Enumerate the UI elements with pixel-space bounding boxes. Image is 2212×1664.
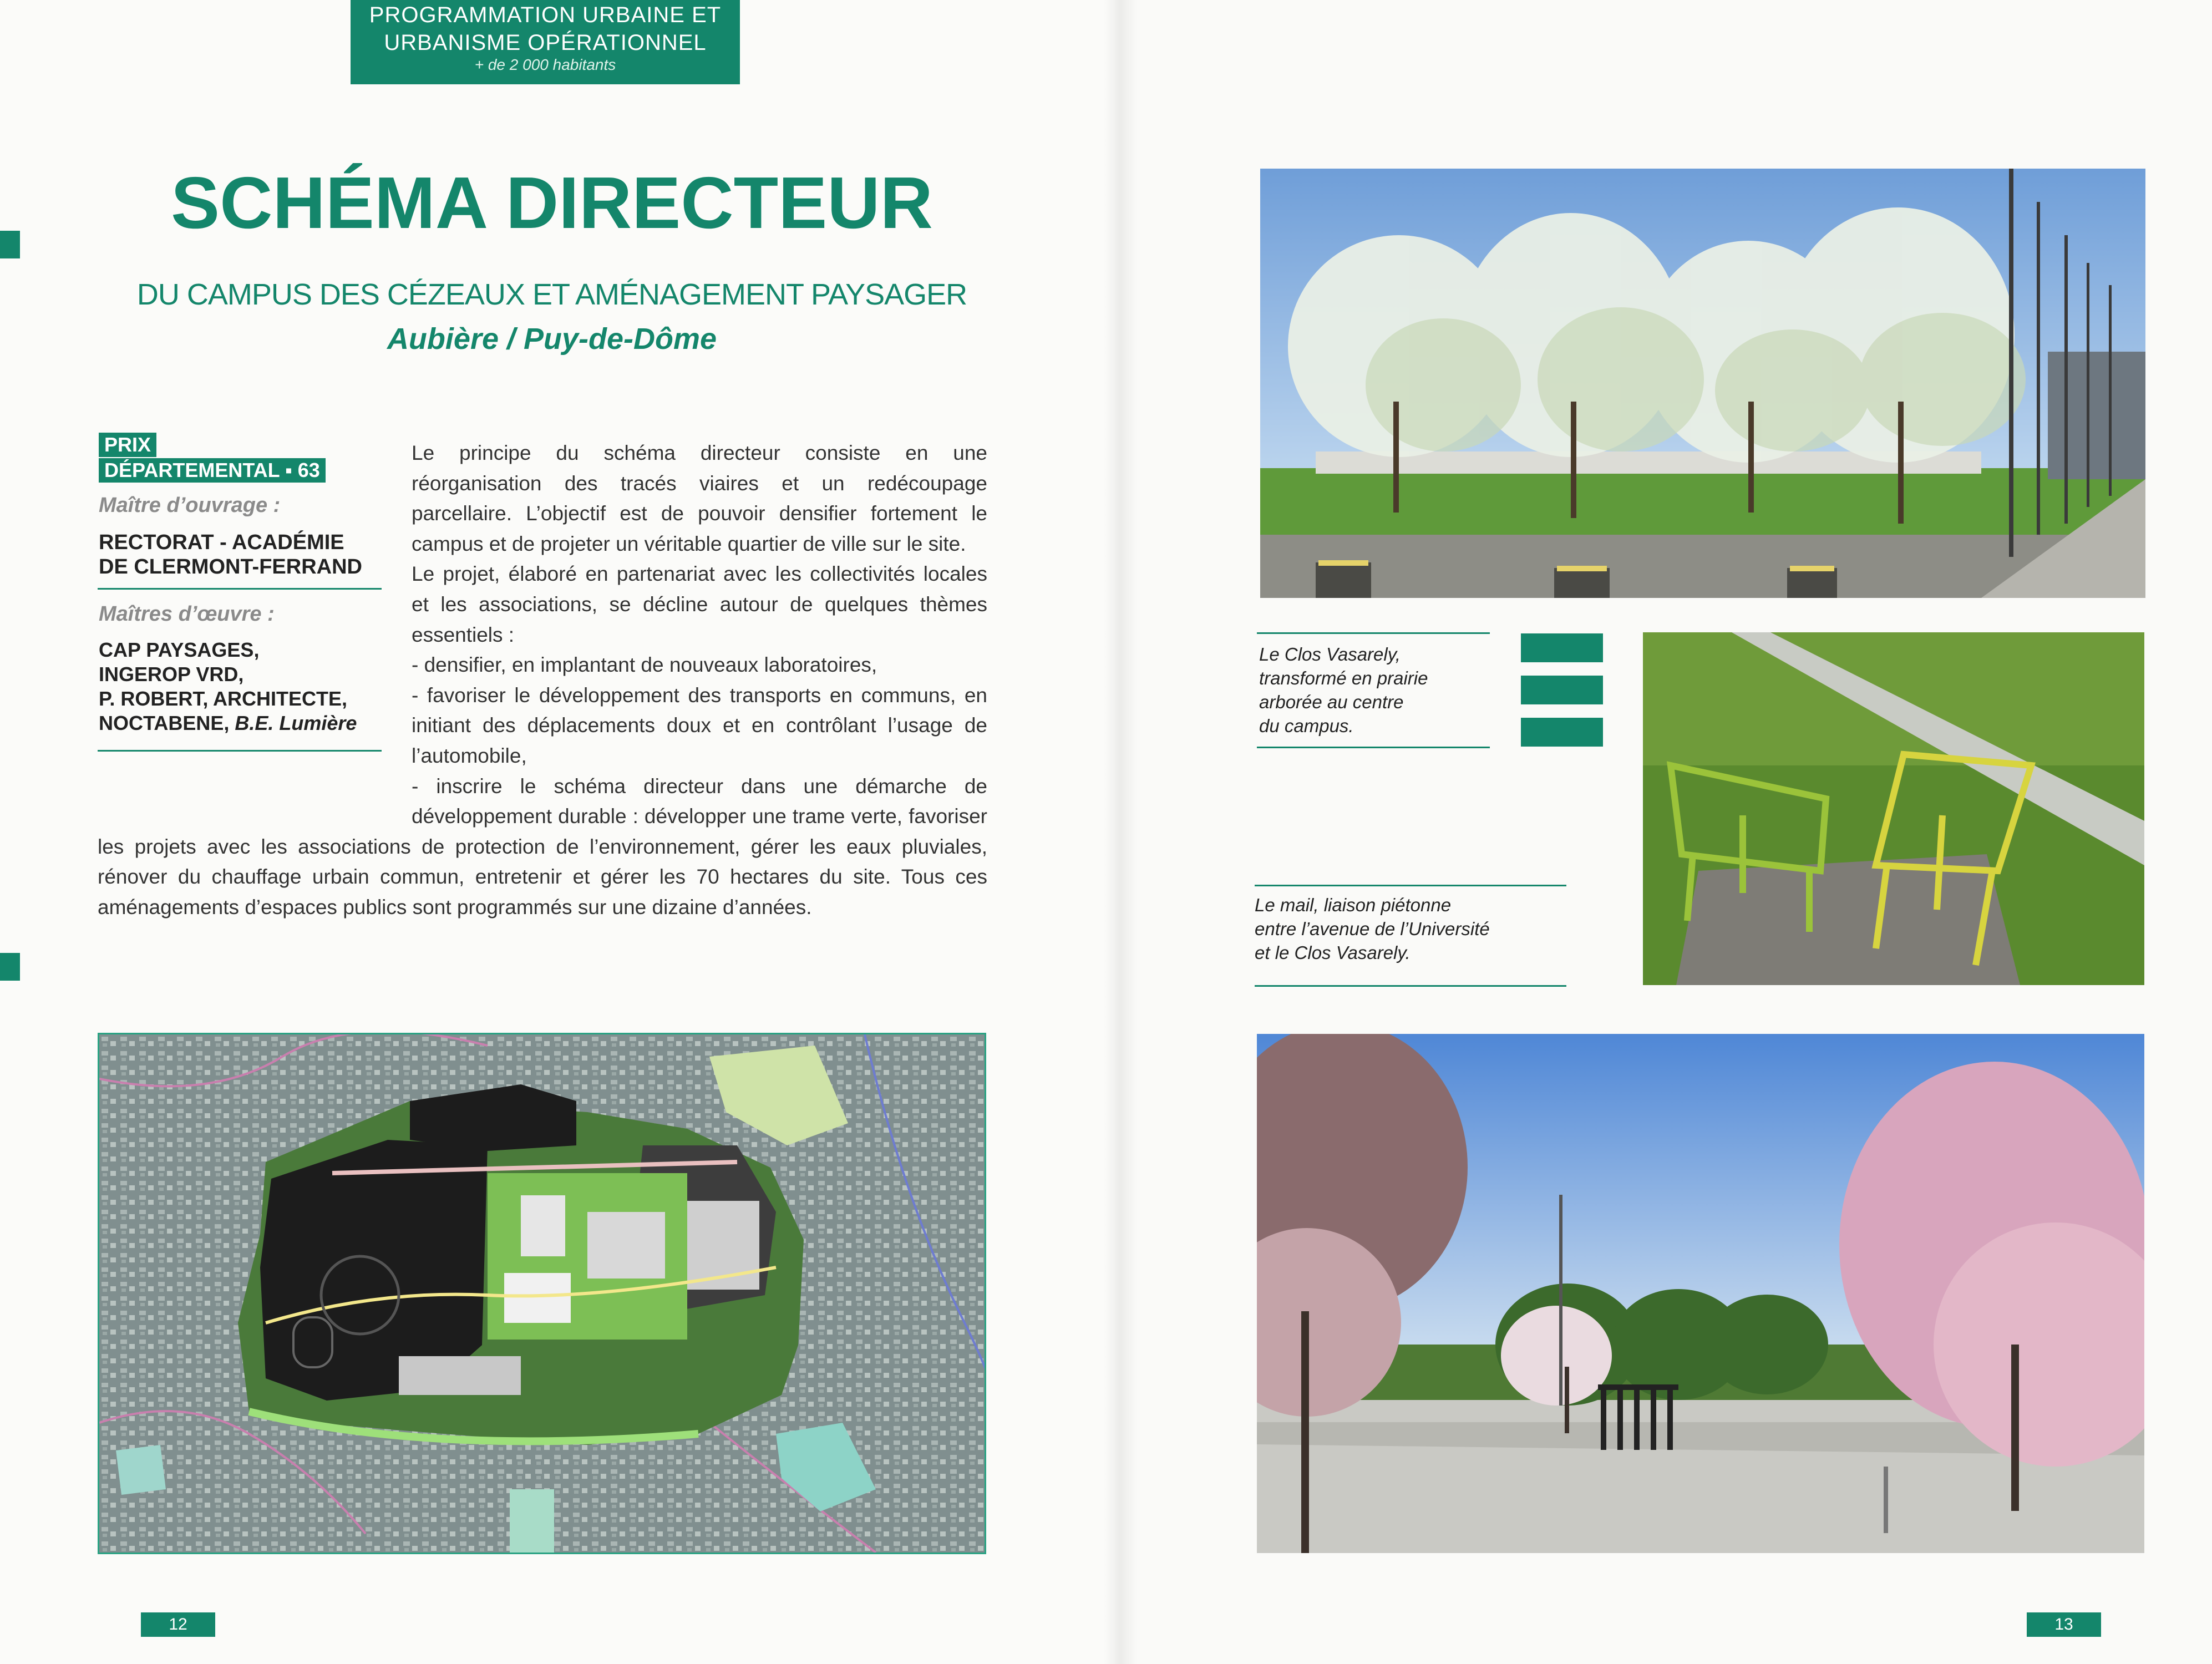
caption-line: Le mail, liaison piétonne: [1255, 895, 1452, 915]
page-gutter: [1104, 0, 1137, 1664]
photo-green-chairs: [1643, 632, 2144, 985]
decorative-bar: [1521, 718, 1603, 747]
designer-item: P. ROBERT, ARCHITECTE,: [99, 687, 348, 710]
campus-master-plan-image: [98, 1033, 986, 1554]
designers-label: Maîtres d’œuvre :: [99, 602, 275, 626]
section-header-line2: URBANISME OPÉRATIONNEL: [384, 31, 707, 55]
client-label: Maître d’ouvrage :: [99, 494, 281, 517]
body-text: [98, 438, 987, 923]
body-paragraph: - inscrire le schéma directeur dans une démarche de développement durable : développer une trame verte, favoriser les projets avec les associations de protection de l’environnement, gérer les eaux pluviales, rénover du chauffage urbain commun, entretenir et gérer les 70 hectares du site. Tous ces aménagements d’espaces publics sont programmés sur une dizaine d’années.: [98, 774, 987, 919]
page-number-right: 13: [2027, 1612, 2101, 1637]
decorative-bar: [1521, 676, 1603, 704]
client-name-line2: DE CLERMONT-FERRAND: [99, 555, 362, 579]
body-paragraph: Le principe du schéma directeur consiste en une réorganisation des tracés viaires et un redécoupage parcellaire. L’objectif est de pouvoir densifier fortement le campus et de projeter un véritable quartier de ville sur le site.: [412, 442, 987, 555]
designer-name: NOCTABENE,: [99, 712, 235, 734]
photo-caption-clos-vasarely: [1259, 642, 1492, 738]
section-header-line1: PROGRAMMATION URBAINE ET: [369, 3, 722, 27]
photo-graphic: [1643, 632, 2144, 985]
caption-line: entre l’avenue de l’Université: [1255, 919, 1490, 939]
photo-flowering-trees-lawn: [1260, 169, 2145, 598]
photo-pedestrian-mall: [1257, 1034, 2144, 1553]
caption-rule: [1257, 747, 1490, 748]
caption-line: et le Clos Vasarely.: [1255, 942, 1411, 963]
body-paragraph: - favoriser le développement des transports en communs, en initiant des déplacements doux et en contrôlant l’usage de l’automobile,: [412, 683, 987, 767]
photo-caption-mail: [1255, 893, 1565, 965]
margin-tab-upper: [0, 231, 20, 258]
designer-item: INGEROP VRD,: [99, 663, 244, 686]
project-location: Aubière / Puy-de-Dôme: [387, 322, 717, 356]
caption-line: transformé en prairie: [1259, 668, 1428, 688]
page-number-left: 12: [141, 1612, 215, 1637]
caption-rule: [1257, 632, 1490, 634]
designer-item: CAP PAYSAGES,: [99, 638, 260, 661]
campus-plan-graphic: [99, 1034, 985, 1553]
designer-specialty: B.E. Lumière: [235, 712, 357, 734]
caption-rule: [1255, 885, 1566, 886]
prize-badge-line2: DÉPARTEMENTAL ▪ 63: [99, 458, 326, 483]
page-title: SCHÉMA DIRECTEUR: [171, 162, 933, 243]
decorative-bar: [1521, 633, 1603, 662]
caption-line: Le Clos Vasarely,: [1259, 644, 1401, 664]
margin-tab-lower: [0, 953, 20, 981]
section-header-subline: + de 2 000 habitants: [474, 56, 616, 73]
caption-line: arborée au centre: [1259, 692, 1404, 712]
caption-rule: [1255, 985, 1566, 987]
body-paragraph: Le projet, élaboré en partenariat avec les collectivités locales et les associations, se décline autour de quelques thèmes essentiels :: [412, 562, 987, 646]
prize-badge-line1: PRIX: [99, 433, 156, 457]
photo-graphic: [1257, 1034, 2144, 1553]
photo-graphic: [1260, 169, 2145, 598]
caption-line: du campus.: [1259, 716, 1354, 736]
body-paragraph: - densifier, en implantant de nouveaux laboratoires,: [412, 653, 877, 677]
section-header-tab: [351, 0, 740, 84]
client-name-line1: RECTORAT - ACADÉMIE: [99, 531, 344, 554]
page-subtitle: DU CAMPUS DES CÉZEAUX ET AMÉNAGEMENT PAYSAGER: [136, 278, 967, 311]
